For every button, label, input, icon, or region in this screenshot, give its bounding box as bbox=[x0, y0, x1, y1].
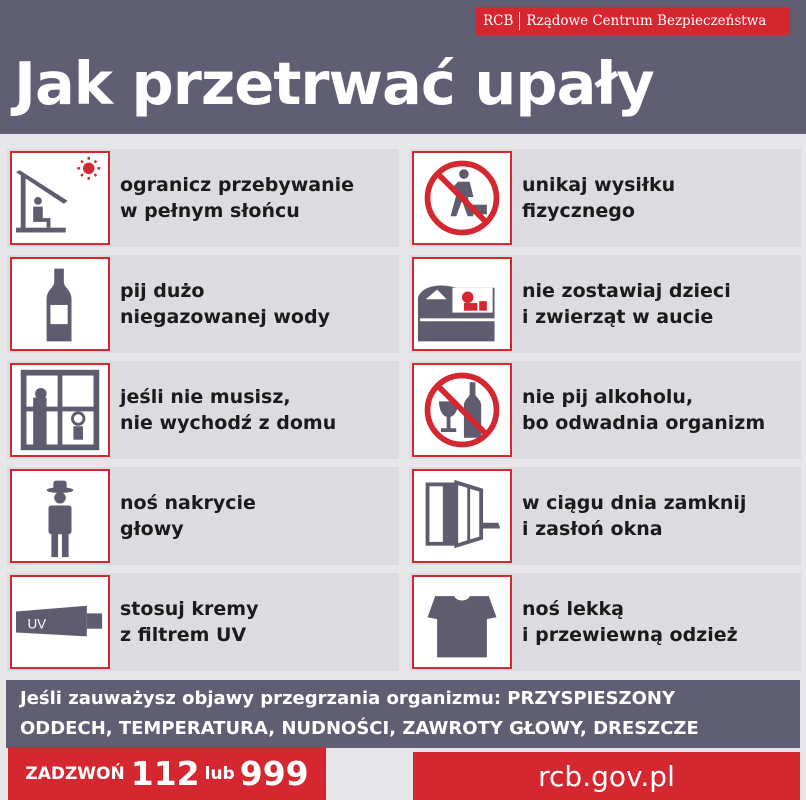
tip-text bbox=[120, 467, 256, 565]
page-title: Jak przetrwać upały bbox=[14, 49, 654, 118]
tip-text-line: stosuj kremy bbox=[120, 598, 259, 620]
no-alcohol-icon bbox=[412, 363, 512, 457]
tip-text-line: w ciągu dnia zamknij bbox=[522, 492, 747, 514]
tip-text-line: noś nakrycie bbox=[120, 492, 256, 514]
tip-tile bbox=[409, 361, 801, 459]
emergency-call-bar bbox=[8, 747, 326, 800]
tip-text-line: unikaj wysiłku bbox=[522, 174, 676, 196]
tip-text-line: bo odwadnia organizm bbox=[522, 412, 766, 434]
rcb-abbreviation: RCB bbox=[483, 13, 514, 29]
emergency-number-112[interactable]: 112 bbox=[130, 754, 200, 793]
tip-text bbox=[522, 149, 675, 247]
tip-text-line: głowy bbox=[120, 518, 184, 540]
tip-text-line: jeśli nie musisz, bbox=[120, 386, 291, 408]
tip-tile bbox=[7, 467, 399, 565]
tip-text bbox=[522, 255, 731, 353]
tip-tile bbox=[409, 255, 801, 353]
child-in-car-icon bbox=[412, 257, 512, 351]
sunscreen-tube-svg bbox=[12, 577, 108, 667]
uv-label: UV bbox=[27, 616, 47, 632]
tip-tile bbox=[409, 149, 801, 247]
tip-text-line: fizycznego bbox=[522, 200, 635, 222]
tip-text bbox=[522, 573, 738, 671]
tip-text-line: nie zostawiaj dzieci bbox=[522, 280, 731, 302]
tip-text bbox=[120, 255, 330, 353]
warning-line: ODDECH, TEMPERATURA, NUDNOŚCI, ZAWROTY GŁOWY, DRESZCZE bbox=[20, 718, 699, 739]
tip-text-line: i przewiewną odzież bbox=[522, 624, 738, 646]
tip-text-line: nie wychodź z domu bbox=[120, 412, 337, 434]
child-in-car-svg bbox=[414, 259, 510, 349]
person-at-window-svg bbox=[12, 365, 108, 455]
no-alcohol-svg bbox=[414, 365, 510, 455]
close-window-svg bbox=[414, 471, 510, 561]
tip-tile bbox=[7, 361, 399, 459]
tip-text-line: ogranicz przebywanie bbox=[120, 174, 355, 196]
tip-text bbox=[120, 149, 354, 247]
tip-tile bbox=[7, 149, 399, 247]
tip-text-line: nie pij alkoholu, bbox=[522, 386, 694, 408]
tip-tile bbox=[409, 573, 801, 671]
call-prefix: ZADZWOŃ bbox=[25, 763, 125, 784]
header bbox=[0, 0, 806, 134]
light-shirt-icon bbox=[412, 575, 512, 669]
close-window-icon bbox=[412, 469, 512, 563]
tip-text bbox=[120, 361, 336, 459]
tip-text-line: i zasłoń okna bbox=[522, 518, 663, 540]
tip-text bbox=[522, 467, 746, 565]
tip-text-line: w pełnym słońcu bbox=[120, 200, 300, 222]
rcb-organization-name: Rządowe Centrum Bezpieczeństwa bbox=[526, 13, 767, 29]
light-shirt-svg bbox=[414, 577, 510, 667]
sun-shelter-icon bbox=[10, 151, 110, 245]
hat-person-svg bbox=[12, 471, 108, 561]
tip-tile bbox=[7, 573, 399, 671]
tip-text-line: noś lekką bbox=[522, 598, 624, 620]
sunscreen-tube-icon bbox=[10, 575, 110, 669]
hat-person-icon bbox=[10, 469, 110, 563]
no-lifting-icon bbox=[412, 151, 512, 245]
tip-text-line: z filtrem UV bbox=[120, 624, 247, 646]
tip-text-line: i zwierząt w aucie bbox=[522, 306, 714, 328]
rcb-badge bbox=[476, 7, 790, 35]
tip-text-line: niegazowanej wody bbox=[120, 306, 330, 328]
tip-tile bbox=[409, 467, 801, 565]
water-bottle-svg bbox=[12, 259, 108, 349]
no-lifting-svg bbox=[414, 153, 510, 243]
water-bottle-icon bbox=[10, 257, 110, 351]
tip-text-line: pij dużo bbox=[120, 280, 205, 302]
tip-text bbox=[522, 361, 765, 459]
website-link[interactable]: rcb.gov.pl bbox=[413, 752, 800, 800]
emergency-number-999[interactable]: 999 bbox=[239, 754, 309, 793]
person-at-window-icon bbox=[10, 363, 110, 457]
warning-panel bbox=[6, 680, 800, 748]
badge-divider bbox=[519, 12, 520, 30]
tip-tile bbox=[7, 255, 399, 353]
call-joiner: lub bbox=[204, 763, 235, 784]
sun-shelter-svg bbox=[12, 153, 108, 243]
tip-text bbox=[120, 573, 258, 671]
warning-line: Jeśli zauważysz objawy przegrzania organizmu: PRZYSPIESZONY bbox=[20, 688, 676, 709]
